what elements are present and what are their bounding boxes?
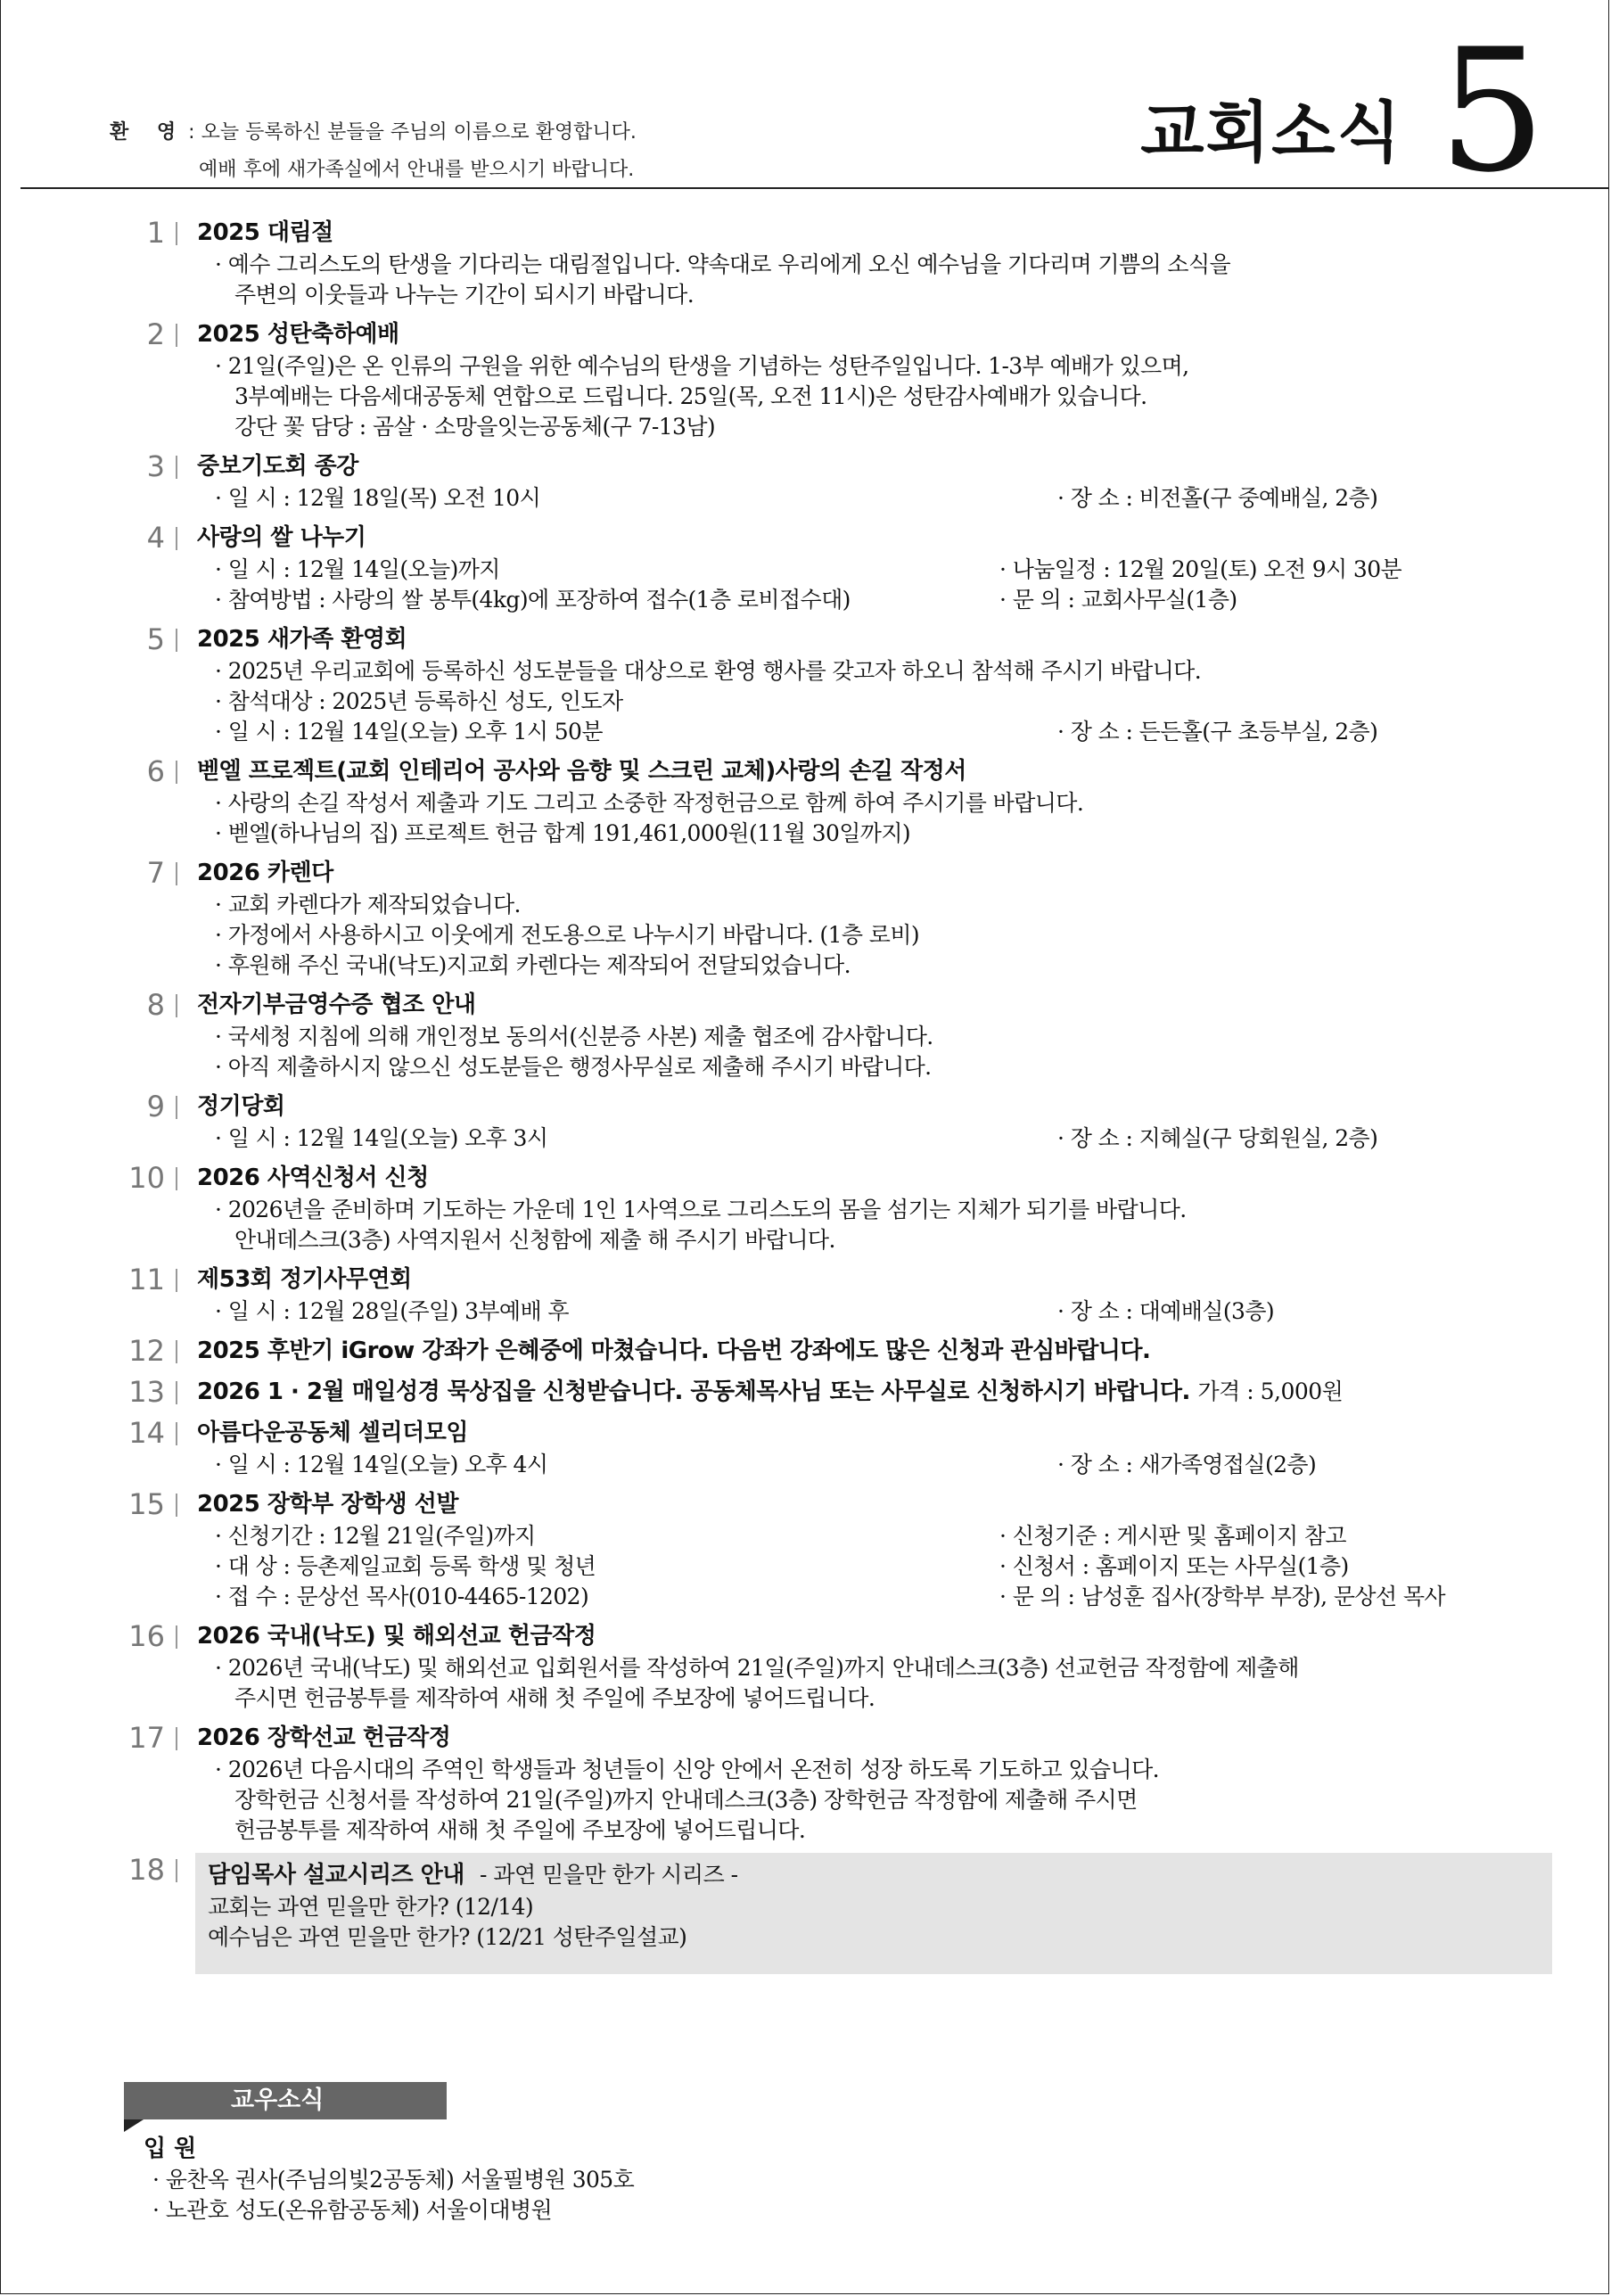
item-text: · 일 시 : 12월 14일(오늘) 오후 1시 50분 [215, 719, 603, 745]
item-text: · 신청기준 : 게시판 및 홈페이지 참고 [999, 1523, 1346, 1549]
item-text: · 신청서 : 홈페이지 또는 사무실(1층) [999, 1553, 1349, 1579]
item-title: 벧엘 프로젝트(교회 인테리어 공사와 음향 및 스크린 교체)사랑의 손길 작정서 [197, 758, 966, 785]
item-number: 2 [108, 317, 190, 442]
item-text: 교회는 과연 믿을만 한가? (12/14) [208, 1894, 534, 1920]
series-subtitle: - 과연 믿을만 한가 시리즈 - [480, 1862, 738, 1888]
item-text: 주변의 이웃들과 나누는 기간이 되시기 바랍니다. [234, 282, 695, 308]
item-text: · 2025년 우리교회에 등록하신 성도분들을 대상으로 환영 행사를 갖고자 하오니 참석해 주시기 바랍니다. [215, 658, 1202, 684]
item-text: · 일 시 : 12월 28일(주일) 3부예배 후 [215, 1298, 569, 1324]
item-price: 가격 : 5,000원 [1197, 1378, 1344, 1404]
item-text: · 접 수 : 문상선 목사(010-4465-1202) [215, 1584, 589, 1609]
news-list [108, 216, 1552, 1981]
list-item [108, 1334, 1552, 1368]
item-title: 2026 장학선교 헌금작정 [197, 1724, 451, 1751]
list-item [108, 521, 1552, 615]
item-text: · 예수 그리스도의 탄생을 기다리는 대림절입니다. 약속대로 우리에게 오신 예수님을 기다리며 기쁨의 소식을 [215, 251, 1231, 277]
item-title: 2025 장학부 장학생 선발 [197, 1491, 458, 1518]
list-item [108, 622, 1552, 747]
list-item [108, 1416, 1552, 1480]
list-item [108, 1375, 1552, 1409]
item-title: 사랑의 쌀 나누기 [197, 524, 366, 551]
item-text: · 후원해 주신 국내(낙도)지교회 카렌다는 제작되어 전달되었습니다. [215, 952, 851, 978]
item-text: · 신청기간 : 12월 21일(주일)까지 [215, 1523, 536, 1549]
item-text: · 아직 제출하시지 않으신 성도분들은 행정사무실로 제출해 주시기 바랍니다. [215, 1054, 932, 1080]
item-text: · 국세청 지침에 의해 개인정보 동의서(신분증 사본) 제출 협조에 감사합니다. [215, 1024, 933, 1049]
item-text: 주시면 헌금봉투를 제작하여 새해 첫 주일에 주보장에 넣어드립니다. [234, 1685, 875, 1711]
item-text: · 장 소 : 지혜실(구 당회원실, 2층) [1057, 1125, 1378, 1151]
member-news [144, 2133, 634, 2226]
news-heading: 입 원 [144, 2136, 197, 2162]
masthead [1140, 12, 1546, 210]
item-number: 15 [108, 1487, 190, 1612]
item-title: 전자기부금영수증 협조 안내 [197, 992, 476, 1018]
item-number: 16 [108, 1619, 190, 1714]
item-title: 담임목사 설교시리즈 안내 [208, 1862, 464, 1889]
item-number: 9 [108, 1090, 190, 1154]
item-title: 2026 카렌다 [197, 860, 333, 886]
item-number: 10 [108, 1161, 190, 1255]
item-text: 헌금봉투를 제작하여 새해 첫 주일에 주보장에 넣어드립니다. [234, 1817, 806, 1843]
item-text: · 일 시 : 12월 14일(오늘) 오후 3시 [215, 1125, 548, 1151]
list-item [108, 1619, 1552, 1714]
item-text: 안내데스크(3층) 사역지원서 신청함에 제출 해 주시기 바랍니다. [234, 1227, 835, 1253]
list-item [108, 216, 1552, 310]
welcome-notice: 환 영: 오늘 등록하신 분들을 주님의 이름으로 환영합니다. 예배 후에 새가족실에서 안내를 받으시기 바랍니다. [110, 114, 637, 189]
item-text: · 2026년 다음시대의 주역인 학생들과 청년들이 신앙 안에서 온전히 성장 하도록 기도하고 있습니다. [215, 1757, 1159, 1782]
list-item [108, 317, 1552, 442]
item-title: 2025 대림절 [197, 219, 333, 246]
item-text: · 장 소 : 든든홀(구 초등부실, 2층) [1057, 719, 1378, 745]
item-title: 아름다운공동체 셀리더모임 [197, 1420, 468, 1446]
list-item [108, 1487, 1552, 1612]
list-item [108, 1263, 1552, 1327]
item-text: · 장 소 : 새가족영접실(2층) [1057, 1452, 1317, 1477]
item-title: 2026 1 · 2월 매일성경 묵상집을 신청받습니다. 공동체목사님 또는 사무실로 신청하시기 바랍니다. [197, 1378, 1190, 1405]
item-text: 강단 꽃 담당 : 곰살 · 소망을잇는공동체(구 7-13남) [234, 414, 716, 440]
item-text: · 가정에서 사용하시고 이웃에게 전도용으로 나누시기 바랍니다. (1층 로비) [215, 922, 920, 948]
item-text: · 일 시 : 12월 14일(오늘)까지 [215, 556, 500, 582]
item-title: 2026 국내(낙도) 및 해외선교 헌금작정 [197, 1623, 596, 1650]
item-text: · 장 소 : 비전홀(구 중예배실, 2층) [1057, 485, 1378, 511]
welcome-line-1: 오늘 등록하신 분들을 주님의 이름으로 환영합니다. [201, 121, 637, 144]
item-number: 3 [108, 449, 190, 514]
list-item [108, 988, 1552, 1082]
news-item: · 노관호 성도(온유함공동체) 서울이대병원 [152, 2197, 553, 2223]
item-number: 13 [108, 1375, 190, 1409]
welcome-label: 환 영 [110, 121, 187, 144]
item-number: 11 [108, 1263, 190, 1327]
item-title: 2025 후반기 iGrow 강좌가 은혜중에 마쳤습니다. 다음번 강좌에도 많은 신청과 관심바랍니다. [197, 1337, 1151, 1364]
sermon-series-box [195, 1853, 1552, 1974]
item-text: · 참석대상 : 2025년 등록하신 성도, 인도자 [215, 688, 623, 714]
item-text: · 참여방법 : 사랑의 쌀 봉투(4kg)에 포장하여 접수(1층 로비접수대) [215, 587, 851, 613]
welcome-line-2: 예배 후에 새가족실에서 안내를 받으시기 바랍니다. [199, 159, 635, 181]
list-item [108, 1090, 1552, 1154]
item-text: · 2026년 국내(낙도) 및 해외선교 입회원서를 작성하여 21일(주일)까지 안내데스크(3층) 선교헌금 작정함에 제출해 [215, 1655, 1299, 1681]
item-text: · 대 상 : 등촌제일교회 등록 학생 및 청년 [215, 1553, 596, 1579]
item-number: 6 [108, 754, 190, 849]
item-number: 17 [108, 1721, 190, 1846]
item-title: 2025 새가족 환영회 [197, 626, 407, 653]
item-text: · 2026년을 준비하며 기도하는 가운데 1인 1사역으로 그리스도의 몸을 섬기는 지체가 되기를 바랍니다. [215, 1197, 1187, 1222]
page-number: 5 [1438, 12, 1546, 210]
item-number: 8 [108, 988, 190, 1082]
item-title: 2025 성탄축하예배 [197, 321, 399, 348]
list-item [108, 1721, 1552, 1846]
item-title: 제53회 정기사무연회 [197, 1266, 412, 1293]
member-news-banner: 교우소식 [124, 2082, 447, 2119]
banner-tail [124, 2119, 144, 2132]
item-number: 7 [108, 856, 190, 981]
item-number: 5 [108, 622, 190, 747]
item-text: · 일 시 : 12월 18일(목) 오전 10시 [215, 485, 541, 511]
item-text: · 문 의 : 교회사무실(1층) [999, 587, 1237, 613]
item-title: 중보기도회 종강 [197, 453, 358, 480]
item-text: · 벧엘(하나님의 집) 프로젝트 헌금 합계 191,461,000원(11월 30일까지) [215, 820, 911, 846]
list-item [108, 856, 1552, 981]
item-text: · 교회 카렌다가 제작되었습니다. [215, 892, 521, 918]
item-title: 2026 사역신청서 신청 [197, 1164, 429, 1191]
item-text: · 사랑의 손길 작성서 제출과 기도 그리고 소중한 작정헌금으로 함께 하여 주시기를 바랍니다. [215, 790, 1084, 816]
item-number: 14 [108, 1416, 190, 1480]
list-item [108, 1853, 1552, 1974]
news-item: · 윤찬옥 권사(주님의빛2공동체) 서울필병원 305호 [152, 2167, 635, 2193]
list-item [108, 754, 1552, 849]
item-text: 장학헌금 신청서를 작성하여 21일(주일)까지 안내데스크(3층) 장학헌금 작정함에 제출해 주시면 [234, 1787, 1138, 1813]
list-item [108, 1161, 1552, 1255]
item-text: · 21일(주일)은 온 인류의 구원을 위한 예수님의 탄생을 기념하는 성탄주일입니다. 1-3부 예배가 있으며, [215, 353, 1189, 379]
item-text: · 일 시 : 12월 14일(오늘) 오후 4시 [215, 1452, 548, 1477]
item-number: 12 [108, 1334, 190, 1368]
item-number: 4 [108, 521, 190, 615]
item-number: 18 [108, 1853, 190, 1974]
item-text: · 장 소 : 대예배실(3층) [1057, 1298, 1275, 1324]
page-title: 교회소식 [1140, 95, 1403, 171]
item-title: 정기당회 [197, 1093, 285, 1120]
list-item [108, 449, 1552, 514]
item-number: 1 [108, 216, 190, 310]
item-text: 3부예배는 다음세대공동체 연합으로 드립니다. 25일(목, 오전 11시)은 성탄감사예배가 있습니다. [234, 383, 1147, 409]
header-divider [21, 187, 1608, 189]
item-text: · 문 의 : 남성훈 집사(장학부 부장), 문상선 목사 [999, 1584, 1445, 1609]
item-text: · 나눔일정 : 12월 20일(토) 오전 9시 30분 [999, 556, 1402, 582]
item-text: 예수님은 과연 믿을만 한가? (12/21 성탄주일설교) [208, 1924, 687, 1950]
